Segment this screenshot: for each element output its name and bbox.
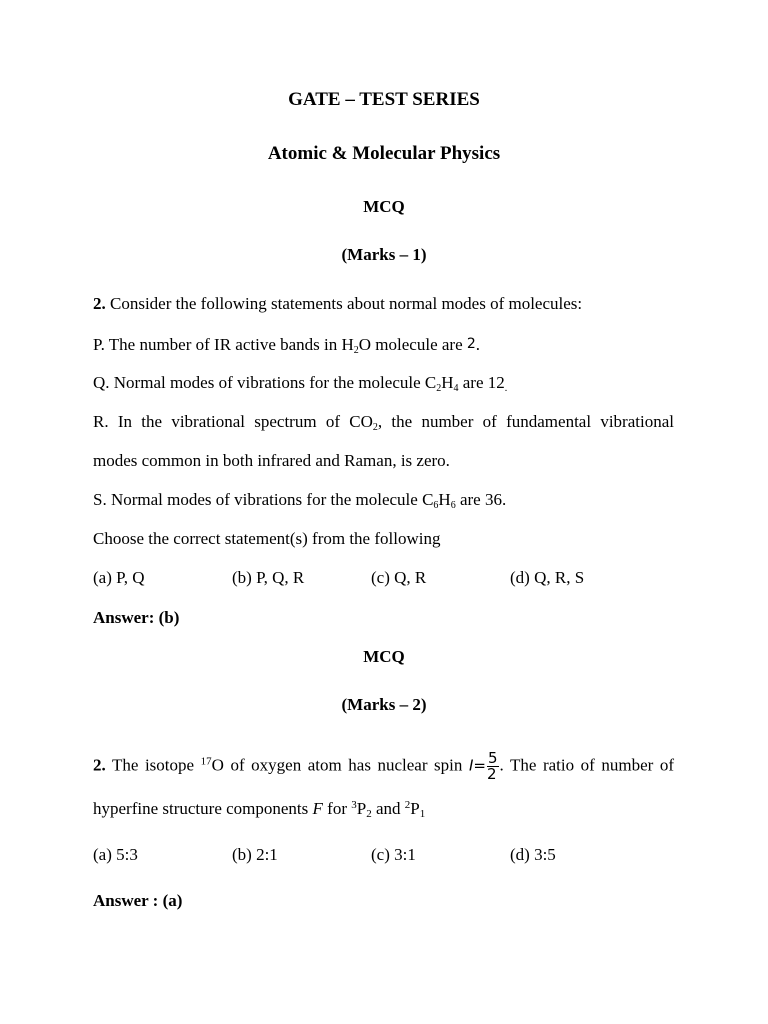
question2-line2 bbox=[93, 799, 425, 819]
statement-s-mid: H bbox=[438, 490, 451, 509]
spin-equals: = bbox=[473, 756, 486, 775]
section1-option-a: (a) P, Q bbox=[93, 568, 145, 587]
statement-s-sub2: 6 bbox=[450, 500, 456, 511]
section1-type: MCQ bbox=[363, 197, 405, 216]
statement-q-sub2: 4 bbox=[453, 383, 459, 394]
isotope-mass: 17 bbox=[200, 755, 212, 768]
term1-letter: P bbox=[356, 799, 367, 818]
section2-option-b: (b) 2:1 bbox=[232, 845, 278, 864]
spin-numerator: 5 bbox=[487, 749, 498, 767]
statement-p bbox=[93, 334, 480, 355]
statement-q-prefix: Q. Normal modes of vibrations for the molecule C bbox=[93, 373, 437, 392]
statement-s bbox=[93, 490, 506, 510]
question1-number: 2. bbox=[93, 294, 106, 313]
statement-p-prefix: P. The number of IR active bands in H bbox=[93, 335, 354, 354]
term1-j: 2 bbox=[366, 808, 372, 820]
term1-multiplicity: 3 bbox=[351, 799, 357, 811]
section2-type: MCQ bbox=[363, 647, 405, 666]
statement-s-prefix: S. Normal modes of vibrations for the molecule C bbox=[93, 490, 434, 509]
statement-q-dot: . bbox=[504, 383, 508, 394]
question2-line2-b: for bbox=[322, 799, 352, 818]
section2-option-c: (c) 3:1 bbox=[371, 845, 416, 864]
statement-r-prefix: R. In the vibrational spectrum of CO bbox=[93, 412, 373, 431]
section1-instruction: Choose the correct statement(s) from the following bbox=[93, 529, 441, 548]
section1-answer: Answer: (b) bbox=[93, 608, 180, 627]
term2-letter: P bbox=[410, 799, 420, 818]
question1-text: Consider the following statements about normal modes of molecules: bbox=[110, 294, 583, 313]
section1-option-d: (d) Q, R, S bbox=[510, 568, 585, 587]
statement-r-suffix: , the number of fundamental vibrational bbox=[377, 412, 674, 431]
question2-text3: . The ratio of number of bbox=[499, 755, 675, 775]
section2-option-a: (a) 5:3 bbox=[93, 845, 138, 864]
spin-fraction bbox=[487, 751, 499, 782]
statement-q-mid: H bbox=[441, 373, 454, 392]
page-title: GATE – TEST SERIES bbox=[288, 89, 480, 110]
question2-number: 2. bbox=[93, 755, 106, 775]
statement-q-end: are 12 bbox=[458, 373, 505, 392]
section2-answer: Answer : (a) bbox=[93, 891, 183, 910]
term2-multiplicity: 2 bbox=[404, 799, 411, 811]
question2-line2-a: hyperfine structure components bbox=[93, 799, 313, 818]
statement-p-value: 2 bbox=[466, 336, 476, 352]
section2-marks: (Marks – 2) bbox=[341, 695, 427, 714]
spin-symbol: I bbox=[468, 756, 474, 775]
statement-r-sub: 2 bbox=[372, 422, 378, 433]
statement-s-end: are 36. bbox=[455, 490, 507, 509]
statement-r-line2: modes common in both infrared and Raman, is zero. bbox=[93, 451, 450, 470]
statement-q bbox=[93, 373, 507, 393]
question2-text2: O of oxygen atom has nuclear spin bbox=[211, 755, 469, 775]
spin-denominator: 2 bbox=[486, 765, 497, 783]
statement-s-sub1: 6 bbox=[433, 500, 439, 511]
question2-line1 bbox=[93, 749, 675, 783]
section2-option-d: (d) 3:5 bbox=[510, 845, 556, 864]
term2-j: 1 bbox=[419, 808, 426, 820]
statement-q-sub1: 2 bbox=[436, 383, 442, 394]
statement-p-end: . bbox=[475, 335, 481, 354]
section1-option-c: (c) Q, R bbox=[371, 568, 427, 587]
statement-p-sub: 2 bbox=[353, 345, 359, 356]
question2-text1: The isotope bbox=[105, 755, 201, 775]
symbol-F: F bbox=[312, 799, 323, 818]
question2-line2-c: and bbox=[371, 799, 405, 818]
question1 bbox=[93, 294, 582, 314]
section1-marks: (Marks – 1) bbox=[341, 245, 427, 264]
subject-title: Atomic & Molecular Physics bbox=[267, 143, 501, 164]
statement-r-line1 bbox=[93, 412, 674, 432]
section1-option-b: (b) P, Q, R bbox=[232, 568, 305, 587]
statement-p-mid: O molecule are bbox=[358, 335, 467, 354]
